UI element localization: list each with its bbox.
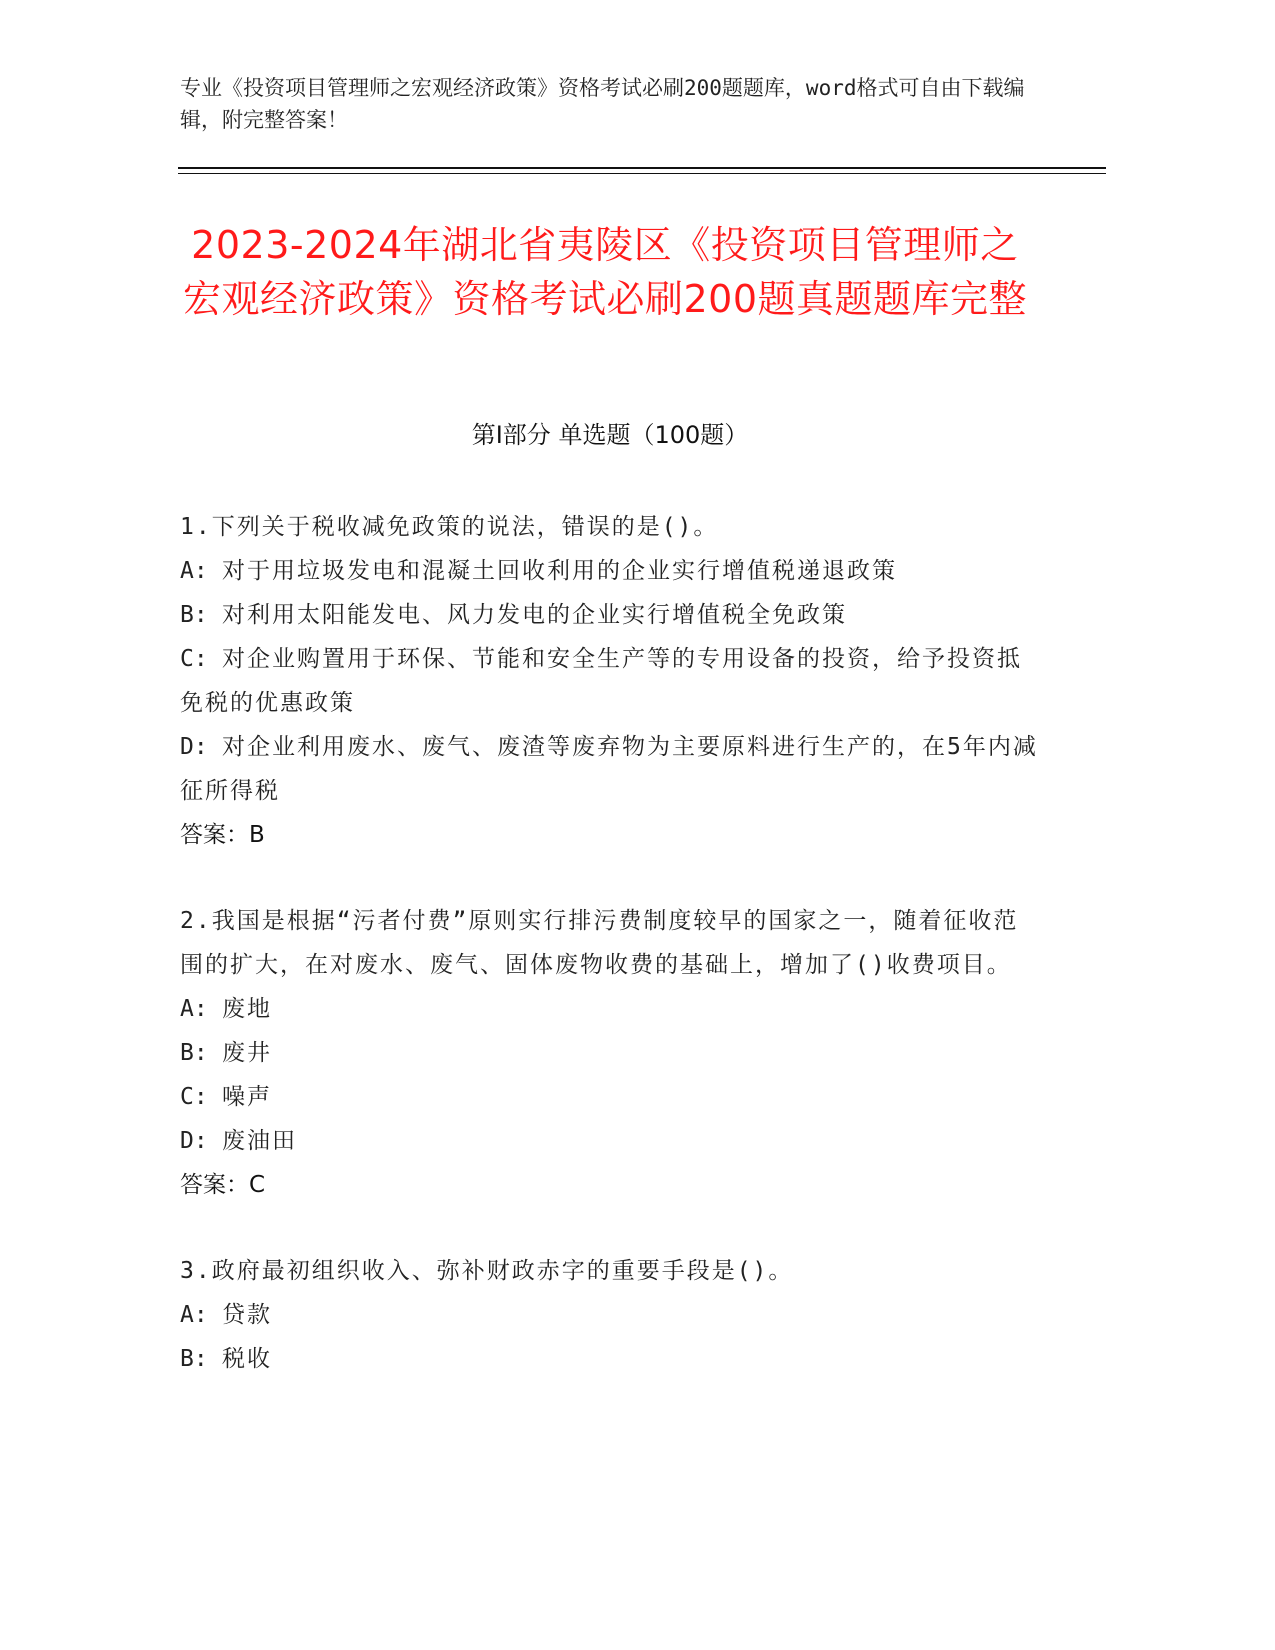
option-text: 噪声: [222, 1084, 272, 1110]
header-divider-thin: [178, 173, 1106, 174]
option-a: [180, 987, 1040, 1031]
option-key: D:: [180, 734, 208, 760]
option-text: 税收: [222, 1346, 272, 1372]
section-heading: 第Ⅰ部分 单选题（100题）: [471, 421, 749, 449]
option-text: 对利用太阳能发电、风力发电的企业实行增值税全免政策: [222, 602, 847, 628]
option-key: C:: [180, 646, 208, 672]
option-key: A:: [180, 558, 208, 584]
option-c: [180, 1075, 1040, 1119]
option-d: [180, 725, 1040, 813]
question-list: [180, 505, 1040, 1423]
option-key: A:: [180, 996, 208, 1022]
question-2: [180, 899, 1040, 1207]
question-stem: 2.我国是根据“污者付费”原则实行排污费制度较早的国家之一，随着征收范围的扩大，在对废水、废气、固体废物收费的基础上，增加了()收费项目。: [180, 908, 1019, 978]
option-text: 废井: [222, 1040, 272, 1066]
option-text: 废地: [222, 996, 272, 1022]
answer-line: 答案：C: [180, 1172, 266, 1198]
option-b: [180, 593, 1040, 637]
option-key: D:: [180, 1128, 208, 1154]
document-title: 2023-2024年湖北省夷陵区《投资项目管理师之宏观经济政策》资格考试必刷200题真题题库完整: [182, 223, 1028, 321]
option-text: 对企业购置用于环保、节能和安全生产等的专用设备的投资，给予投资抵免税的优惠政策: [180, 646, 1022, 716]
header-divider: [178, 167, 1106, 169]
question-1: [180, 505, 1040, 857]
option-c: [180, 637, 1040, 725]
option-text: 废油田: [222, 1128, 297, 1154]
option-text: 对于用垃圾发电和混凝土回收利用的企业实行增值税递退政策: [222, 558, 897, 584]
question-stem: 1.下列关于税收减免政策的说法，错误的是()。: [180, 514, 719, 540]
option-b: [180, 1031, 1040, 1075]
option-a: [180, 549, 1040, 593]
option-d: [180, 1119, 1040, 1163]
header-note: 专业《投资项目管理师之宏观经济政策》资格考试必刷200题题库，word格式可自由下载编辑，附完整答案！: [180, 76, 1025, 132]
option-b: [180, 1337, 1040, 1381]
option-a: [180, 1293, 1040, 1337]
option-key: B:: [180, 1346, 208, 1372]
option-text: 对企业利用废水、废气、废渣等废弃物为主要原料进行生产的，在5年内减征所得税: [180, 734, 1038, 804]
option-text: 贷款: [222, 1302, 272, 1328]
question-3: [180, 1249, 1040, 1381]
option-key: C:: [180, 1084, 208, 1110]
question-stem: 3.政府最初组织收入、弥补财政赤字的重要手段是()。: [180, 1258, 794, 1284]
option-key: B:: [180, 602, 208, 628]
answer-line: 答案：B: [180, 822, 265, 848]
option-key: A:: [180, 1302, 208, 1328]
option-key: B:: [180, 1040, 208, 1066]
